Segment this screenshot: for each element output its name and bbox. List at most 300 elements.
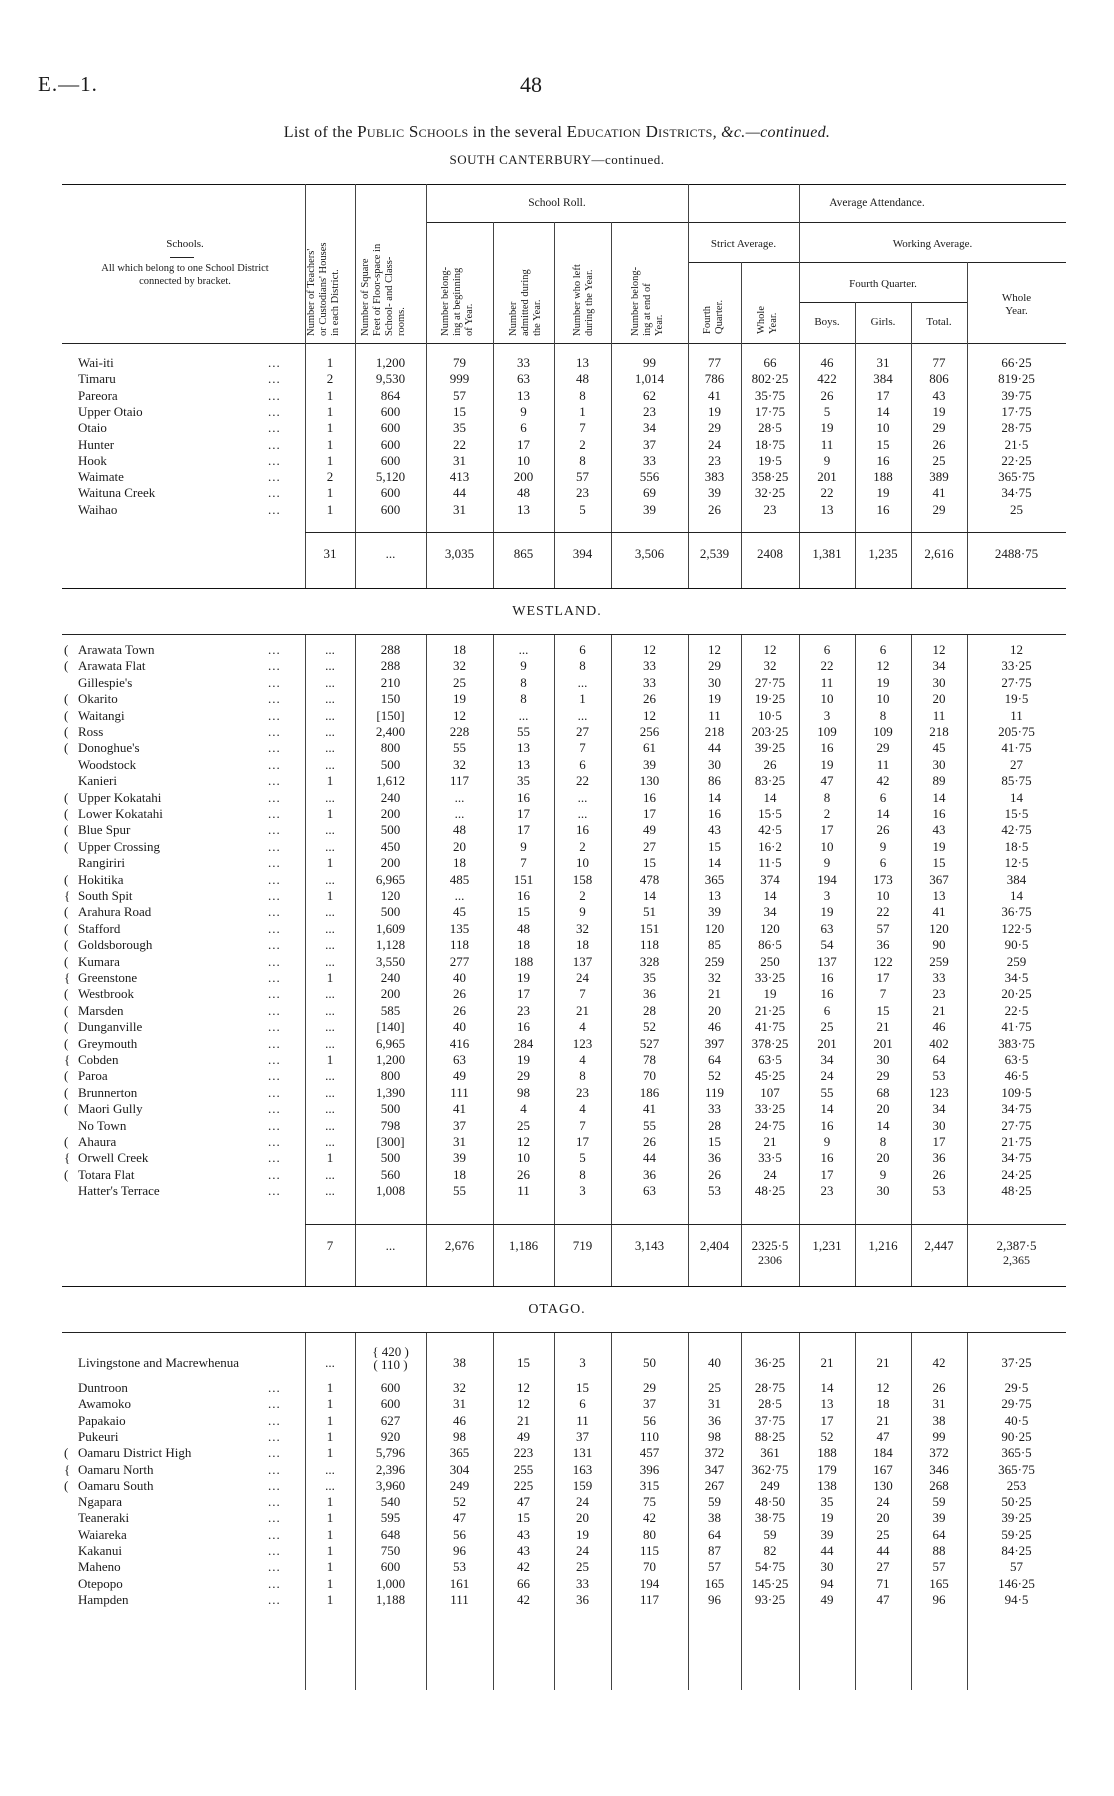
total-cell: 26	[932, 436, 946, 452]
left-cell: ...	[577, 789, 588, 805]
strict-whole-cell: 18·75	[754, 436, 786, 452]
boys-cell: 422	[817, 371, 837, 387]
school-name: Hook	[78, 452, 107, 468]
table-row	[0, 1118, 1114, 1134]
beginning-cell: 56	[453, 1526, 466, 1542]
leader-dots: ...	[268, 1117, 281, 1133]
end-cell: 130	[639, 773, 660, 789]
admitted-cell: 13	[517, 756, 530, 772]
school-name: Upper Crossing	[78, 838, 160, 854]
table-row	[0, 855, 1114, 871]
table-row	[0, 1396, 1114, 1412]
bracket-mark: (	[64, 1166, 69, 1182]
admitted-cell: 17	[517, 986, 530, 1002]
strict-fourth-cell: 86	[708, 773, 721, 789]
bracket-mark: {	[64, 970, 71, 985]
total-cell: 46	[932, 1019, 946, 1035]
boys-cell: 47	[820, 773, 834, 789]
admitted-cell: 255	[513, 1461, 534, 1477]
total-cell: 12	[932, 642, 946, 657]
total-cell: 29	[932, 420, 946, 436]
westland-top-rule	[62, 634, 1066, 635]
strict-whole-cell: 54·75	[754, 1559, 786, 1575]
strict-whole-cell: 34	[763, 904, 777, 920]
admitted-cell: 17	[517, 822, 530, 838]
beginning-cell: 117	[449, 773, 470, 789]
end-cell: 39	[643, 756, 656, 772]
whole-year-cell: 21·75	[1001, 1134, 1032, 1149]
total-cell: 34	[932, 1101, 946, 1117]
girls-cell: 26	[876, 822, 890, 838]
admitted-cell: ...	[518, 707, 529, 723]
school-name: South Spit	[78, 888, 133, 903]
beginning-cell: ...	[454, 789, 465, 805]
houses-cell: ...	[325, 1461, 335, 1477]
total-cell: 38	[932, 1412, 946, 1428]
floor-space-cell: 800	[380, 740, 401, 756]
floor-space-cell: 864	[380, 387, 401, 403]
houses-cell: ...	[325, 1068, 335, 1084]
beginning-cell: 32	[453, 756, 466, 772]
admitted-cell: 10	[517, 452, 530, 468]
houses-cell: 1	[326, 1510, 334, 1526]
whole-year-cell: 41·75	[1001, 1019, 1032, 1035]
strict-fourth-cell: 383	[704, 469, 725, 485]
table-row	[0, 1462, 1114, 1478]
girls-cell: 30	[876, 1052, 890, 1067]
end-cell: 23	[643, 403, 656, 419]
houses-cell: 1	[326, 1591, 334, 1607]
houses-cell: ...	[325, 1477, 335, 1493]
admitted-cell: 9	[520, 403, 527, 419]
end-cell: 41	[643, 1101, 656, 1117]
whole-year-cell: 253	[1006, 1477, 1027, 1493]
bracket-mark: (	[64, 707, 69, 723]
whole-year-cell: 383·75	[998, 1035, 1035, 1051]
left-cell: 2	[579, 838, 586, 854]
school-name: Waiareka	[78, 1526, 127, 1542]
school-name: Timaru	[78, 371, 116, 387]
girls-cell: 173	[873, 871, 893, 887]
whole-year-cell: 29·5	[1004, 1380, 1029, 1395]
left-cell: 16	[576, 822, 589, 838]
houses-cell: 2	[326, 469, 334, 485]
admitted-cell: 12	[517, 1396, 530, 1412]
admitted-cell: 17	[517, 806, 530, 821]
leader-dots: ...	[268, 740, 281, 756]
total-cell: 402	[929, 1035, 949, 1051]
boys-cell: 19	[820, 904, 834, 920]
bracket-mark: (	[64, 1084, 69, 1100]
left-cell: 24	[576, 970, 589, 985]
girls-total: 1,235	[868, 546, 898, 561]
houses-cell: 1	[326, 773, 334, 789]
admitted-cell: 16	[517, 789, 530, 805]
total-cell: 30	[932, 674, 946, 690]
end-cell: 80	[643, 1526, 656, 1542]
floor-space-cell: 798	[380, 1117, 401, 1133]
houses-cell: ...	[325, 937, 335, 953]
whole-year-cell: 46·5	[1004, 1068, 1029, 1084]
boys-cell: 19	[820, 1510, 834, 1526]
admitted-cell: 11	[517, 1183, 530, 1199]
bracket-mark: (	[64, 1068, 69, 1084]
houses-cell: ...	[325, 1166, 335, 1182]
strict-whole-cell: 27·75	[754, 674, 786, 690]
girls-cell: 167	[873, 1461, 893, 1477]
school-name: Orwell Creek	[78, 1150, 149, 1166]
strict-fourth-cell: 32	[708, 970, 721, 985]
strict-fourth-cell: 53	[708, 1183, 721, 1199]
total-cell: 346	[929, 1461, 949, 1477]
floor-space-cell: 240	[380, 789, 401, 805]
bracket-mark: (	[64, 642, 69, 657]
end-cell: 37	[643, 1396, 656, 1412]
total-cell: 367	[929, 871, 949, 887]
school-name: Brunnerton	[78, 1084, 138, 1100]
floor-space-cell: 288	[380, 658, 401, 674]
strict-whole-cell: 37·75	[754, 1412, 786, 1428]
strict-fourth-cell: 397	[704, 1035, 725, 1051]
whole-year-cell: 57	[1010, 1559, 1023, 1575]
total-cell: 39	[932, 1510, 946, 1526]
leader-dots: ...	[268, 387, 281, 403]
floor-space-cell: 600	[380, 452, 401, 468]
end-cell: 52	[643, 1019, 656, 1035]
floor-space-cell: 210	[380, 674, 401, 690]
table-row	[0, 1344, 1114, 1372]
admitted-cell: 16	[517, 888, 530, 903]
strict-whole-cell: 86·5	[758, 937, 782, 953]
school-name: Hunter	[78, 436, 115, 452]
floor-space-cell: 3,960	[375, 1477, 406, 1493]
boys-cell: 35	[820, 1494, 834, 1510]
boys-cell: 9	[823, 1134, 831, 1149]
strict-fourth-cell: 36	[708, 1150, 721, 1166]
beginning-cell: 118	[449, 937, 470, 953]
girls-total: 1,216	[868, 1238, 898, 1253]
beginning-cell: 44	[453, 485, 466, 501]
strict-whole-cell: 32	[763, 658, 777, 674]
total-cell: 33	[932, 970, 946, 985]
whole-year-cell: 384	[1006, 871, 1027, 887]
left-cell: 8	[579, 658, 586, 674]
total-cell: 20	[932, 691, 946, 707]
whole-year-cell: 90·5	[1004, 937, 1029, 953]
leader-dots: ...	[268, 1510, 281, 1526]
boys-cell: 16	[820, 740, 834, 756]
end-cell: 34	[643, 420, 656, 436]
floor-space-cell: 6,965	[375, 1035, 406, 1051]
school-name: Upper Kokatahi	[78, 789, 162, 805]
bracket-mark: (	[64, 822, 69, 838]
total-cell: 11	[932, 707, 946, 723]
total-cell: 57	[932, 1559, 946, 1575]
floor-space-header: Number of Square Feet of Floor-space in School- and Class- rooms.	[360, 243, 407, 336]
admitted-header: Number admitted during the Year.	[508, 269, 543, 336]
strict-whole-cell: 39·25	[754, 740, 786, 756]
houses-header: Number of Teachers' or Custodians' Houses in each District.	[306, 242, 341, 336]
end-cell: 55	[643, 1117, 656, 1133]
school-name: Ngapara	[78, 1494, 123, 1510]
left-cell: 3	[579, 1355, 586, 1370]
leader-dots: ...	[268, 871, 281, 887]
houses-cell: ...	[325, 658, 335, 674]
beginning-cell: 40	[453, 970, 466, 985]
end-cell: 39	[643, 501, 656, 517]
whole-year-cell: 94·5	[1004, 1591, 1029, 1607]
whole-year-cell: 36·75	[1001, 904, 1032, 920]
school-roll-rule	[426, 222, 688, 223]
strict-fourth-cell: 64	[708, 1052, 721, 1067]
boys-cell: 16	[820, 986, 834, 1002]
floor-space-cell: 2,396	[375, 1461, 406, 1477]
strict-fourth-cell: 52	[708, 1068, 721, 1084]
strict-fourth-cell: 165	[704, 1575, 725, 1591]
floor-space-cell: [150]	[376, 707, 405, 723]
left-cell: 25	[576, 1559, 589, 1575]
strict-fourth-cell: 30	[708, 674, 721, 690]
boys-cell: 16	[820, 1117, 834, 1133]
girls-cell: 31	[876, 355, 890, 370]
school-name: Blue Spur	[78, 822, 131, 838]
strict-whole-cell: 12	[763, 642, 777, 657]
end-header: Number belong- ing at end of Year.	[630, 266, 665, 336]
school-name: Arahura Road	[78, 904, 152, 920]
floor-space-cell: 750	[380, 1543, 401, 1558]
leader-dots: ...	[268, 1035, 281, 1051]
floor-space-cell: 1,000	[375, 1575, 406, 1591]
leader-dots: ...	[268, 1068, 281, 1084]
school-name: Hatter's Terrace	[78, 1183, 160, 1199]
beginning-cell: 31	[453, 452, 466, 468]
total-cell: 34	[932, 658, 946, 674]
total-cell: 88	[932, 1543, 946, 1558]
end-cell: 14	[643, 888, 656, 903]
bracket-mark: (	[64, 724, 69, 739]
strict-fourth-cell: 119	[704, 1084, 725, 1100]
strict-fourth-cell: 33	[708, 1101, 721, 1117]
leader-dots: ...	[268, 1052, 281, 1067]
houses-cell: 1	[326, 1428, 334, 1444]
houses-cell: ...	[325, 1019, 335, 1035]
school-name: Greymouth	[78, 1035, 138, 1051]
strict-whole-cell: 88·25	[754, 1428, 786, 1444]
admitted-cell: 43	[517, 1543, 530, 1558]
left-total: 394	[572, 546, 593, 561]
whole-year-total: 2488·75	[994, 546, 1039, 561]
bracket-mark: (	[64, 658, 69, 674]
working-whole-header: Whole Year.	[1001, 292, 1032, 317]
houses-cell: 1	[326, 420, 334, 436]
boys-cell: 17	[820, 1166, 834, 1182]
table-row	[0, 708, 1114, 724]
strict-fourth-cell: 347	[704, 1461, 725, 1477]
bracket-mark: {	[64, 1461, 71, 1477]
school-name: Dunganville	[78, 1019, 143, 1035]
girls-cell: 201	[873, 1035, 893, 1051]
beginning-cell: 111	[450, 1084, 469, 1100]
strict-fourth-cell: 57	[708, 1559, 721, 1575]
floor-space-cell: 1,612	[375, 773, 406, 789]
houses-cell: ...	[325, 756, 335, 772]
school-name: Ahaura	[78, 1134, 117, 1149]
bracket-mark: (	[64, 871, 69, 887]
beginning-cell: 46	[453, 1412, 466, 1428]
table-row	[0, 1543, 1114, 1559]
left-cell: 19	[576, 1526, 589, 1542]
left-cell: 123	[572, 1035, 593, 1051]
beginning-cell: 48	[453, 822, 466, 838]
otago-top-rule	[62, 1332, 1066, 1333]
school-name: Ross	[78, 724, 104, 739]
beginning-cell: 98	[453, 1428, 466, 1444]
strict-whole-cell: 41·75	[754, 1019, 786, 1035]
table-row	[0, 822, 1114, 838]
girls-cell: 384	[873, 371, 893, 387]
admitted-cell: 151	[513, 871, 534, 887]
whole-year-cell: 34·75	[1001, 1101, 1032, 1117]
admitted-cell: 223	[513, 1445, 534, 1461]
bracket-mark: (	[64, 1035, 69, 1051]
bracket-mark: (	[64, 986, 69, 1002]
leader-dots: ...	[268, 1166, 281, 1182]
end-cell: 256	[639, 724, 660, 739]
leader-dots: ...	[268, 1084, 281, 1100]
admitted-cell: 16	[517, 1019, 530, 1035]
table-row	[0, 724, 1114, 740]
girls-cell: 130	[873, 1477, 893, 1493]
school-name: Duntroon	[78, 1380, 128, 1395]
left-cell: 10	[576, 855, 589, 871]
floor-space-cell: 600	[380, 420, 401, 436]
whole-year-cell: 146·25	[998, 1575, 1035, 1591]
leader-dots: ...	[268, 986, 281, 1002]
fourth-quarter-rule	[799, 302, 967, 303]
leader-dots: ...	[268, 420, 281, 436]
houses-cell: ...	[325, 707, 335, 723]
total-cell: 96	[932, 1591, 946, 1607]
left-cell: 27	[576, 724, 589, 739]
end-cell: 12	[643, 642, 656, 657]
whole-year-cell: 41·75	[1001, 740, 1032, 756]
houses-cell: 1	[326, 403, 334, 419]
table-row	[0, 453, 1114, 469]
beginning-cell: 49	[453, 1068, 466, 1084]
girls-cell: 27	[876, 1559, 890, 1575]
left-cell: 17	[576, 1134, 589, 1149]
left-cell: 8	[579, 452, 586, 468]
whole-year-cell: 259	[1006, 953, 1027, 969]
total-cell: 13	[932, 888, 946, 903]
strict-whole-cell: 93·25	[754, 1591, 786, 1607]
beginning-cell: 485	[449, 871, 470, 887]
beginning-cell: 18	[453, 1166, 466, 1182]
school-name: Totara Flat	[78, 1166, 135, 1182]
floor-space-cell: 6,965	[375, 871, 406, 887]
floor-space-cell: 540	[380, 1494, 401, 1510]
whole-year-cell: 34·75	[1001, 485, 1032, 501]
bracket-mark: (	[64, 1477, 69, 1493]
boys-cell: 23	[820, 1183, 834, 1199]
end-cell: 50	[643, 1355, 656, 1370]
strict-whole-cell: 23	[763, 501, 777, 517]
left-cell: 3	[579, 1183, 586, 1199]
houses-cell: ...	[325, 740, 335, 756]
total-cell: 268	[929, 1477, 949, 1493]
strict-whole-total: 2408	[757, 546, 783, 561]
boys-cell: 21	[820, 1355, 834, 1370]
leader-dots: ...	[268, 1428, 281, 1444]
girls-cell: 10	[876, 420, 890, 436]
whole-year-cell: 66·25	[1001, 355, 1032, 370]
admitted-cell: 10	[517, 1150, 530, 1166]
boys-cell: 109	[817, 724, 837, 739]
left-cell: 24	[576, 1494, 589, 1510]
admitted-cell: 47	[517, 1494, 530, 1510]
left-cell: 7	[579, 740, 586, 756]
total-cell: 41	[932, 904, 946, 920]
girls-cell: 29	[876, 740, 890, 756]
school-name: Hampden	[78, 1591, 129, 1607]
strict-fourth-cell: 23	[708, 452, 721, 468]
whole-year-cell: 27·75	[1001, 674, 1032, 690]
houses-cell: 1	[326, 1150, 334, 1166]
girls-cell: 47	[876, 1591, 890, 1607]
girls-cell: 12	[876, 1380, 890, 1395]
boys-cell: 34	[820, 1052, 834, 1067]
strict-fourth-cell: 372	[704, 1445, 725, 1461]
strict-whole-cell: 83·25	[754, 773, 786, 789]
boys-cell: 22	[820, 485, 834, 501]
strict-fourth-total: 2,539	[699, 546, 730, 561]
whole-year-cell: 12·5	[1004, 855, 1029, 871]
school-name: Arawata Town	[78, 642, 155, 657]
boys-cell: 6	[823, 642, 831, 657]
girls-cell: 20	[876, 1150, 890, 1166]
admitted-cell: ...	[518, 642, 529, 657]
leader-dots: ...	[268, 485, 281, 501]
houses-cell: 1	[326, 387, 334, 403]
beginning-cell: 96	[453, 1543, 466, 1558]
beginning-cell: 53	[453, 1559, 466, 1575]
girls-cell: 19	[876, 674, 890, 690]
total-cell: 64	[932, 1052, 946, 1067]
leader-dots: ...	[268, 855, 281, 871]
strict-whole-cell: 249	[760, 1477, 780, 1493]
beginning-cell: 416	[449, 1035, 470, 1051]
houses-cell: ...	[325, 789, 335, 805]
floor-space-cell: 600	[380, 1380, 401, 1395]
end-cell: 37	[643, 436, 656, 452]
end-cell: 556	[639, 469, 660, 485]
end-cell: 457	[639, 1445, 660, 1461]
leader-dots: ...	[268, 469, 281, 485]
left-cell: 2	[579, 888, 586, 903]
admitted-total: 865	[513, 546, 534, 561]
girls-cell: 14	[876, 1117, 890, 1133]
beginning-cell: 18	[453, 855, 466, 871]
total-cell: 59	[932, 1494, 946, 1510]
strict-whole-cell: 36·25	[754, 1355, 786, 1370]
strict-whole-cell: 59	[763, 1526, 777, 1542]
table-row	[0, 1052, 1114, 1068]
strict-fourth-total: 2,404	[699, 1238, 730, 1253]
school-name: Donoghue's	[78, 740, 140, 756]
end-total: 3,506	[634, 546, 665, 561]
beginning-cell: 12	[453, 707, 466, 723]
table-row	[0, 1183, 1114, 1199]
